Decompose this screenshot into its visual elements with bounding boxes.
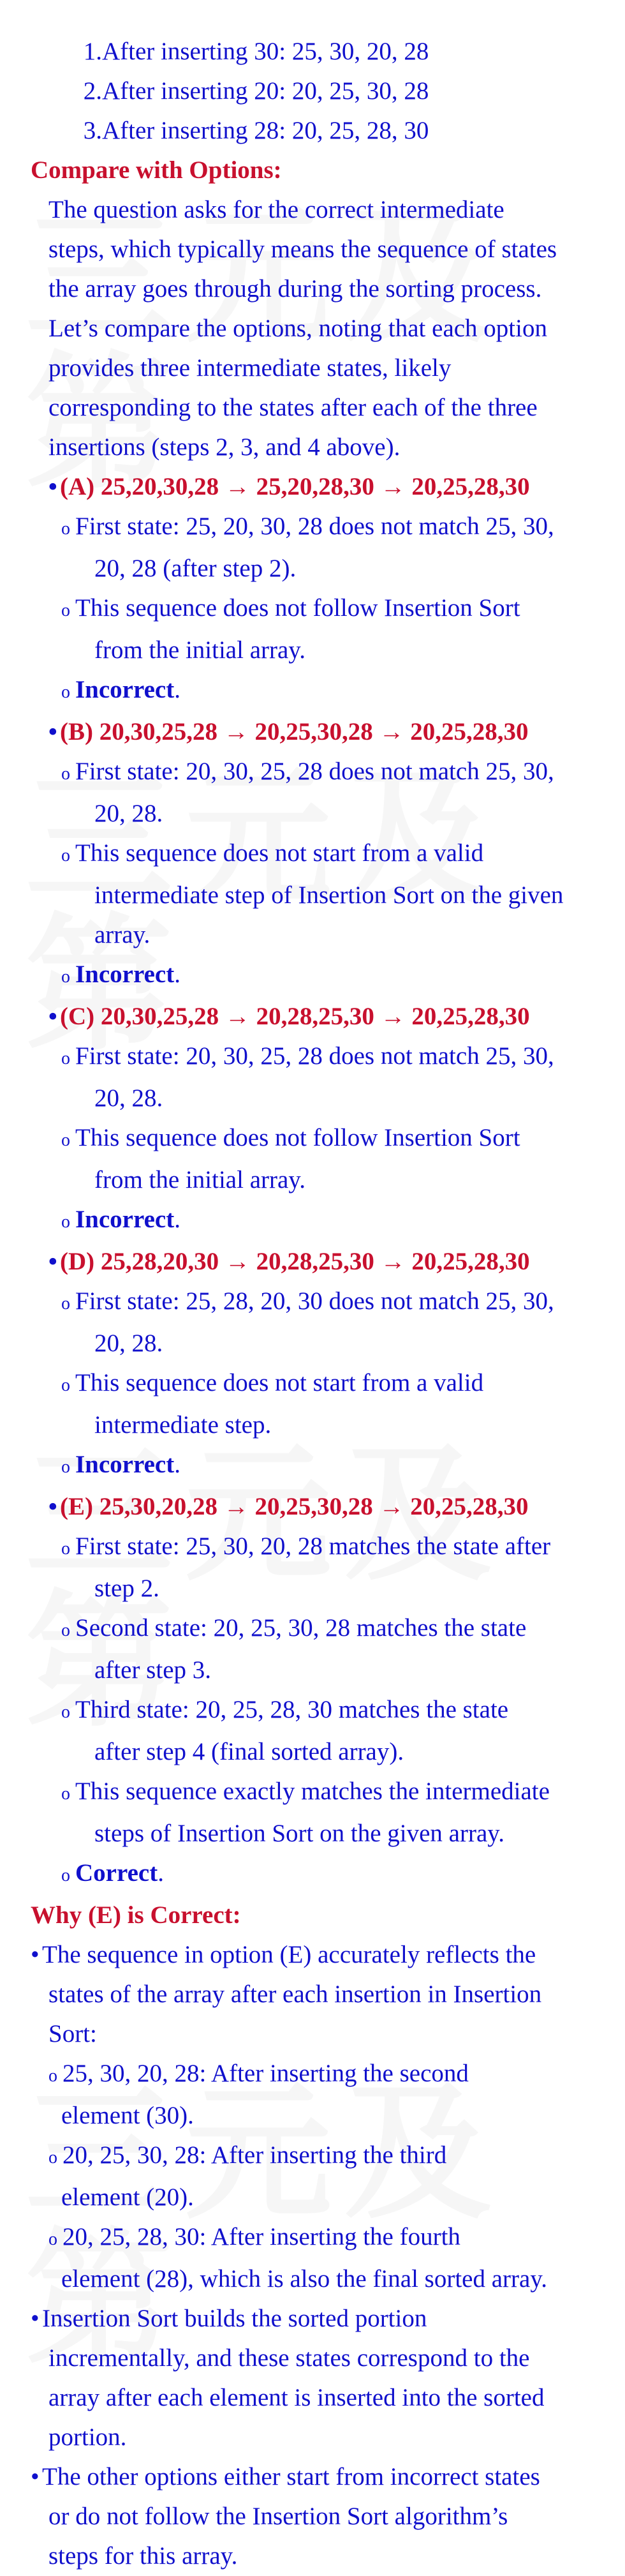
list-item: o First state: 25, 30, 20, 28 matches the state after bbox=[61, 1532, 551, 1560]
verdict: o Correct. bbox=[61, 1859, 164, 1887]
option-label: • (C) 20,30,25,28 → 20,28,25,30 → 20,25,28,30 bbox=[48, 1003, 530, 1030]
list-item: o 25, 30, 20, 28: After inserting the second bbox=[48, 2060, 469, 2087]
option-label: • (D) 25,28,20,30 → 20,28,25,30 → 20,25,28,30 bbox=[48, 1248, 530, 1275]
list-item: 1.After inserting 30: 25, 30, 20, 28 bbox=[83, 38, 429, 65]
verdict: o Incorrect. bbox=[61, 676, 180, 703]
list-item: o First state: 20, 30, 25, 28 does not match 25, 30, bbox=[61, 1042, 554, 1070]
section-heading: Why (E) is Correct: bbox=[31, 1901, 241, 1929]
verdict: o Incorrect. bbox=[61, 1206, 180, 1233]
list-item: 3.After inserting 28: 20, 25, 28, 30 bbox=[83, 117, 429, 144]
list-item: o First state: 25, 20, 30, 28 does not match 25, 30, bbox=[61, 513, 554, 540]
list-item: 2.After inserting 20: 20, 25, 30, 28 bbox=[83, 77, 429, 105]
section-heading: Compare with Options: bbox=[31, 156, 282, 184]
list-item: o 20, 25, 30, 28: After inserting the third bbox=[48, 2141, 447, 2169]
list-item: o First state: 25, 28, 20, 30 does not match 25, 30, bbox=[61, 1287, 554, 1315]
list-item: o First state: 20, 30, 25, 28 does not match 25, 30, bbox=[61, 758, 554, 785]
option-label: • (E) 25,30,20,28 → 20,25,30,28 → 20,25,28,30 bbox=[48, 1493, 529, 1520]
verdict: o Incorrect. bbox=[61, 961, 180, 988]
list-item: o This sequence does not follow Insertion Sort bbox=[61, 1124, 520, 1151]
list-item: o Second state: 20, 25, 30, 28 matches the state bbox=[61, 1614, 527, 1642]
list-item: o This sequence exactly matches the intermediate bbox=[61, 1778, 550, 1805]
option-label: • (A) 25,20,30,28 → 25,20,28,30 → 20,25,28,30 bbox=[48, 473, 530, 500]
option-label: • (B) 20,30,25,28 → 20,25,30,28 → 20,25,28,30 bbox=[48, 718, 529, 745]
option-e: • (E) 25,30,20,28 → 20,25,30,28 → 20,25,28,30 o First state: 25, 30, 20, 28 matches the state after step 2. o Second state: 20, 25, 30, 28 matches the state after step 3. o Third state: 20, 25, 28, 30 matches the state after step 4 (final sorted array). o This sequence exactly matches the intermediate steps of Insertion Sort on the given array. o Correct. bbox=[31, 1487, 605, 1896]
why-list: • The sequence in option (E) accurately reflects the states of the array after each insertion in Insertion Sort: o 25, 30, 20, 28: After inserting the second element (30). o 20, 25, 30, 28: After inserting the third element (20). o 20, 25, 28, 30: After inserting the fourth element (28), which is also the final sorted array. • Insertion Sort builds the sorted portion incrementally, and these states correspond to the array after each element is inserted into the sorted portion. • The other options either start from incorrect states or do not follow the Insertion Sort algorithm’s steps for this array. bbox=[31, 1935, 605, 2576]
steps-list bbox=[31, 32, 605, 151]
compare-paragraph: The question asks for the correct intermediate steps, which typically means the sequence of states the array goes through during the sorting process. Let’s compare the options, noting that each option provides three intermediate states, likely corresponding to the states after each of the three insertions (steps 2, 3, and 4 above). bbox=[48, 196, 557, 461]
list-item: • Insertion Sort builds the sorted portion bbox=[31, 2305, 427, 2332]
option-c: • (C) 20,30,25,28 → 20,28,25,30 → 20,25,28,30 o First state: 20, 30, 25, 28 does not match 25, 30, 20, 28. o This sequence does not follow Insertion Sort from the initial array. o Incorrect. bbox=[31, 997, 605, 1242]
list-item: • The sequence in option (E) accurately reflects the bbox=[31, 1941, 536, 1968]
list-item: o Third state: 20, 25, 28, 30 matches the state bbox=[61, 1696, 509, 1723]
list-item: o This sequence does not follow Insertion Sort bbox=[61, 594, 520, 622]
option-b: • (B) 20,30,25,28 → 20,25,30,28 → 20,25,28,30 o First state: 20, 30, 25, 28 does not match 25, 30, 20, 28. o This sequence does not start from a valid intermediate step of Insertion Sort on the given array. o Incorrect. bbox=[31, 712, 605, 997]
option-d: • (D) 25,28,20,30 → 20,28,25,30 → 20,25,28,30 o First state: 25, 28, 20, 30 does not match 25, 30, 20, 28. o This sequence does not start from a valid intermediate step. o Incorrect. bbox=[31, 1242, 605, 1487]
verdict: o Incorrect. bbox=[61, 1451, 180, 1478]
list-item: o This sequence does not start from a valid bbox=[61, 1369, 484, 1397]
option-a: • (A) 25,20,30,28 → 25,20,28,30 → 20,25,28,30 o First state: 25, 20, 30, 28 does not match 25, 30, 20, 28 (after step 2). o This sequence does not follow Insertion Sort from the initial array. o Incorrect. bbox=[31, 467, 605, 712]
list-item: • The other options either start from incorrect states bbox=[31, 2463, 540, 2490]
list-item: o 20, 25, 28, 30: After inserting the fourth bbox=[48, 2223, 460, 2250]
list-item: o This sequence does not start from a valid bbox=[61, 839, 484, 867]
